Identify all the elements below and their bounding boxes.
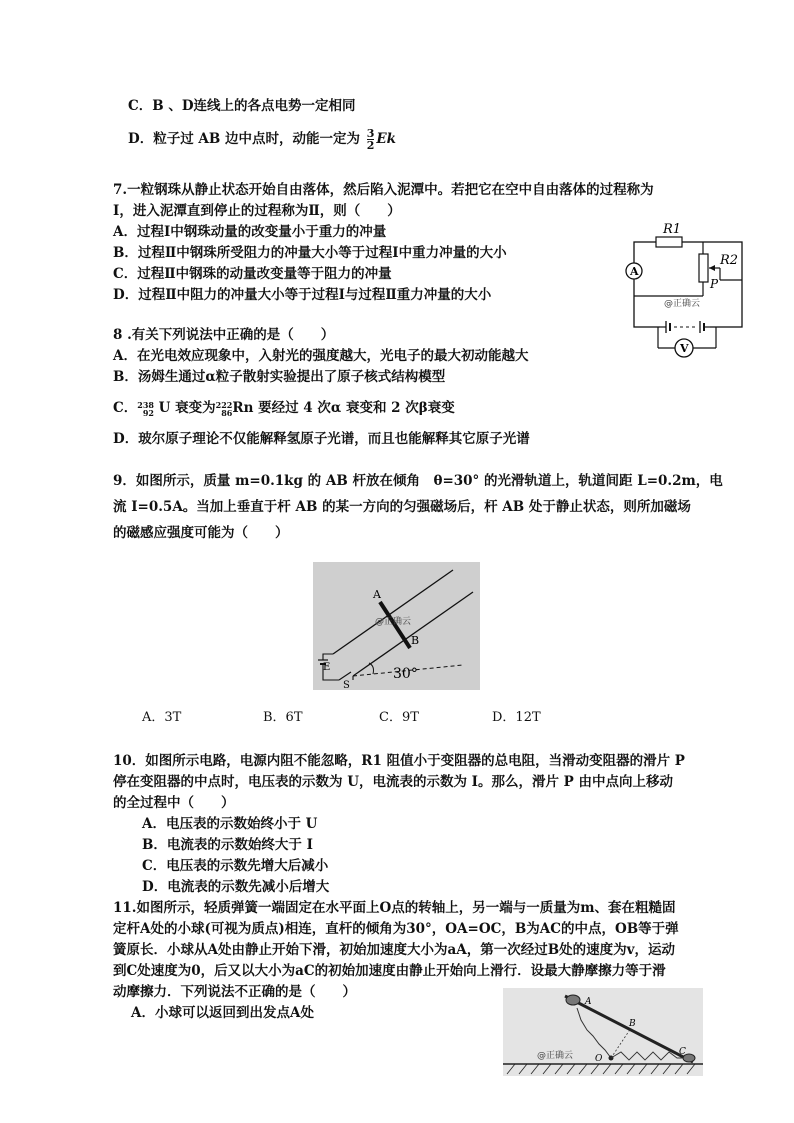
resistor-r1 xyxy=(656,237,682,247)
slider-arrow-icon xyxy=(709,265,715,271)
q11-stem-4: 到C处速度为0，后又以大小为aC的初始加速度由静止开始向上滑行．设最大静摩擦力等于滑 xyxy=(113,963,666,979)
q8-option-c-mid: U 衰变为 xyxy=(158,400,216,416)
q7-stem-2: Ⅰ，进入泥潭直到停止的过程称为Ⅱ，则（ ） xyxy=(113,203,401,219)
label-a: A xyxy=(373,588,381,601)
q7-option-d: D．过程Ⅱ中阻力的冲量大小等于过程Ⅰ与过程Ⅱ重力冲量的大小 xyxy=(113,287,492,303)
q8-option-c-prefix: C． xyxy=(113,400,138,416)
q8-option-a: A．在光电效应现象中，入射光的强度越大，光电子的最大初动能越大 xyxy=(113,348,529,364)
kinetic-energy-symbol: Ek xyxy=(376,131,397,147)
rn-mass: 222 xyxy=(215,399,233,410)
q11-stem-2: 定杆A处的小球(可视为质点)相连，直杆的倾角为30°，OA=OC，B为AC的中点，OB等于弹 xyxy=(113,921,679,937)
q9-option-b: B．6T xyxy=(263,710,303,725)
label-a: A xyxy=(585,997,592,1007)
q6-option-c: C．B 、D连线上的各点电势一定相同 xyxy=(128,98,356,114)
watermark: @正确云 xyxy=(375,617,412,627)
label-s: S xyxy=(343,680,350,690)
q8-option-c xyxy=(113,399,455,417)
q8-option-c-end: Rn 要经过 4 次α 衰变和 2 次β衰变 xyxy=(232,400,455,416)
q9-option-c: C．9T xyxy=(379,710,419,725)
q9-option-a: A．3T xyxy=(142,710,182,725)
spring-rod-figure xyxy=(503,988,703,1076)
u-number: 92 xyxy=(142,407,154,418)
uranium-nuclide xyxy=(137,401,154,417)
label-b: B xyxy=(629,1019,636,1029)
q7-option-a: A．过程Ⅰ中钢珠动量的改变量小于重力的冲量 xyxy=(113,224,387,240)
q9-stem-1: 9．如图所示，质量 m=0.1kg 的 AB 杆放在倾角 θ=30° 的光滑轨道上，轨道间距 L=0.2m，电 xyxy=(113,473,723,489)
frac-num: 3 xyxy=(366,127,375,140)
q7-stem-1: 7.一粒钢珠从静止状态开始自由落体，然后陷入泥潭中。若把它在空中自由落体的过程称为 xyxy=(113,182,654,198)
q10-option-b: B．电流表的示数始终大于 I xyxy=(142,837,313,853)
angle-label: 30° xyxy=(393,666,418,682)
q8-option-d: D．玻尔原子理论不仅能解释氢原子光谱，而且也能解释其它原子光谱 xyxy=(113,431,530,447)
q6-fraction xyxy=(367,128,375,151)
watermark: @正确云 xyxy=(537,1051,574,1061)
q10-stem-2: 停在变阻器的中点时，电压表的示数为 U，电流表的示数为 I。那么，滑片 P 由中点向上移动 xyxy=(113,774,674,790)
label-b: B xyxy=(411,634,420,647)
circuit-diagram xyxy=(620,222,750,362)
q10-stem-1: 10．如图所示电路，电源内阻不能忽略，R1 阻值小于变阻器的总电阻，当滑动变阻器的滑片 P xyxy=(113,753,685,769)
q9-option-d: D．12T xyxy=(492,710,541,725)
rheostat-r2 xyxy=(699,254,708,282)
q10-option-d: D．电流表的示数先减小后增大 xyxy=(142,879,330,895)
watermark: @正确云 xyxy=(664,299,701,309)
q11-stem-1: 11.如图所示，轻质弹簧一端固定在水平面上O点的转轴上，另一端与一质量为m、套在粗糙固 xyxy=(113,900,676,916)
u-mass: 238 xyxy=(137,399,154,410)
voltmeter-label: V xyxy=(680,342,689,355)
q10-option-a: A．电压表的示数始终小于 U xyxy=(142,816,318,832)
label-r2: R2 xyxy=(720,253,739,268)
q8-stem: 8 .有关下列说法中正确的是（ ） xyxy=(113,327,335,343)
rn-number: 86 xyxy=(221,407,233,418)
q9-stem-2: 流 I=0.5A。当加上垂直于杆 AB 的某一方向的匀强磁场后，杆 AB 处于静止状态，则所加磁场 xyxy=(113,499,691,515)
radon-nuclide xyxy=(216,401,233,417)
label-p: P xyxy=(710,277,719,291)
q10-stem-3: 的全过程中（ ） xyxy=(113,795,235,811)
q9-stem-3: 的磁感应强度可能为（ ） xyxy=(113,525,289,541)
q6-option-d-text: D．粒子过 AB 边中点时，动能一定为 xyxy=(128,131,360,147)
ammeter-label: A xyxy=(630,265,639,278)
q8-option-b: B．汤姆生通过α粒子散射实验提出了原子核式结构模型 xyxy=(113,369,446,385)
label-o: O xyxy=(595,1054,603,1064)
ball-a xyxy=(566,995,580,1005)
q11-stem-3: 簧原长．小球从A处由静止开始下滑，初始加速度大小为aA，第一次经过B处的速度为v，运动 xyxy=(113,942,675,958)
q7-option-b: B．过程Ⅱ中钢珠所受阻力的冲量大小等于过程Ⅰ中重力冲量的大小 xyxy=(113,245,507,261)
incline-rail-figure xyxy=(313,562,480,690)
frac-den: 2 xyxy=(366,139,375,152)
q10-option-c: C．电压表的示数先增大后减小 xyxy=(142,858,329,874)
label-e: E xyxy=(323,662,331,673)
q7-option-c: C．过程Ⅱ中钢珠的动量改变量等于阻力的冲量 xyxy=(113,266,392,282)
label-c: C xyxy=(679,1047,686,1057)
q11-stem-5: 动摩擦力．下列说法不正确的是（ ） xyxy=(113,984,356,1000)
q11-option-a: A．小球可以返回到出发点A处 xyxy=(131,1005,314,1021)
q6-option-d xyxy=(128,128,396,151)
label-r1: R1 xyxy=(663,222,682,237)
